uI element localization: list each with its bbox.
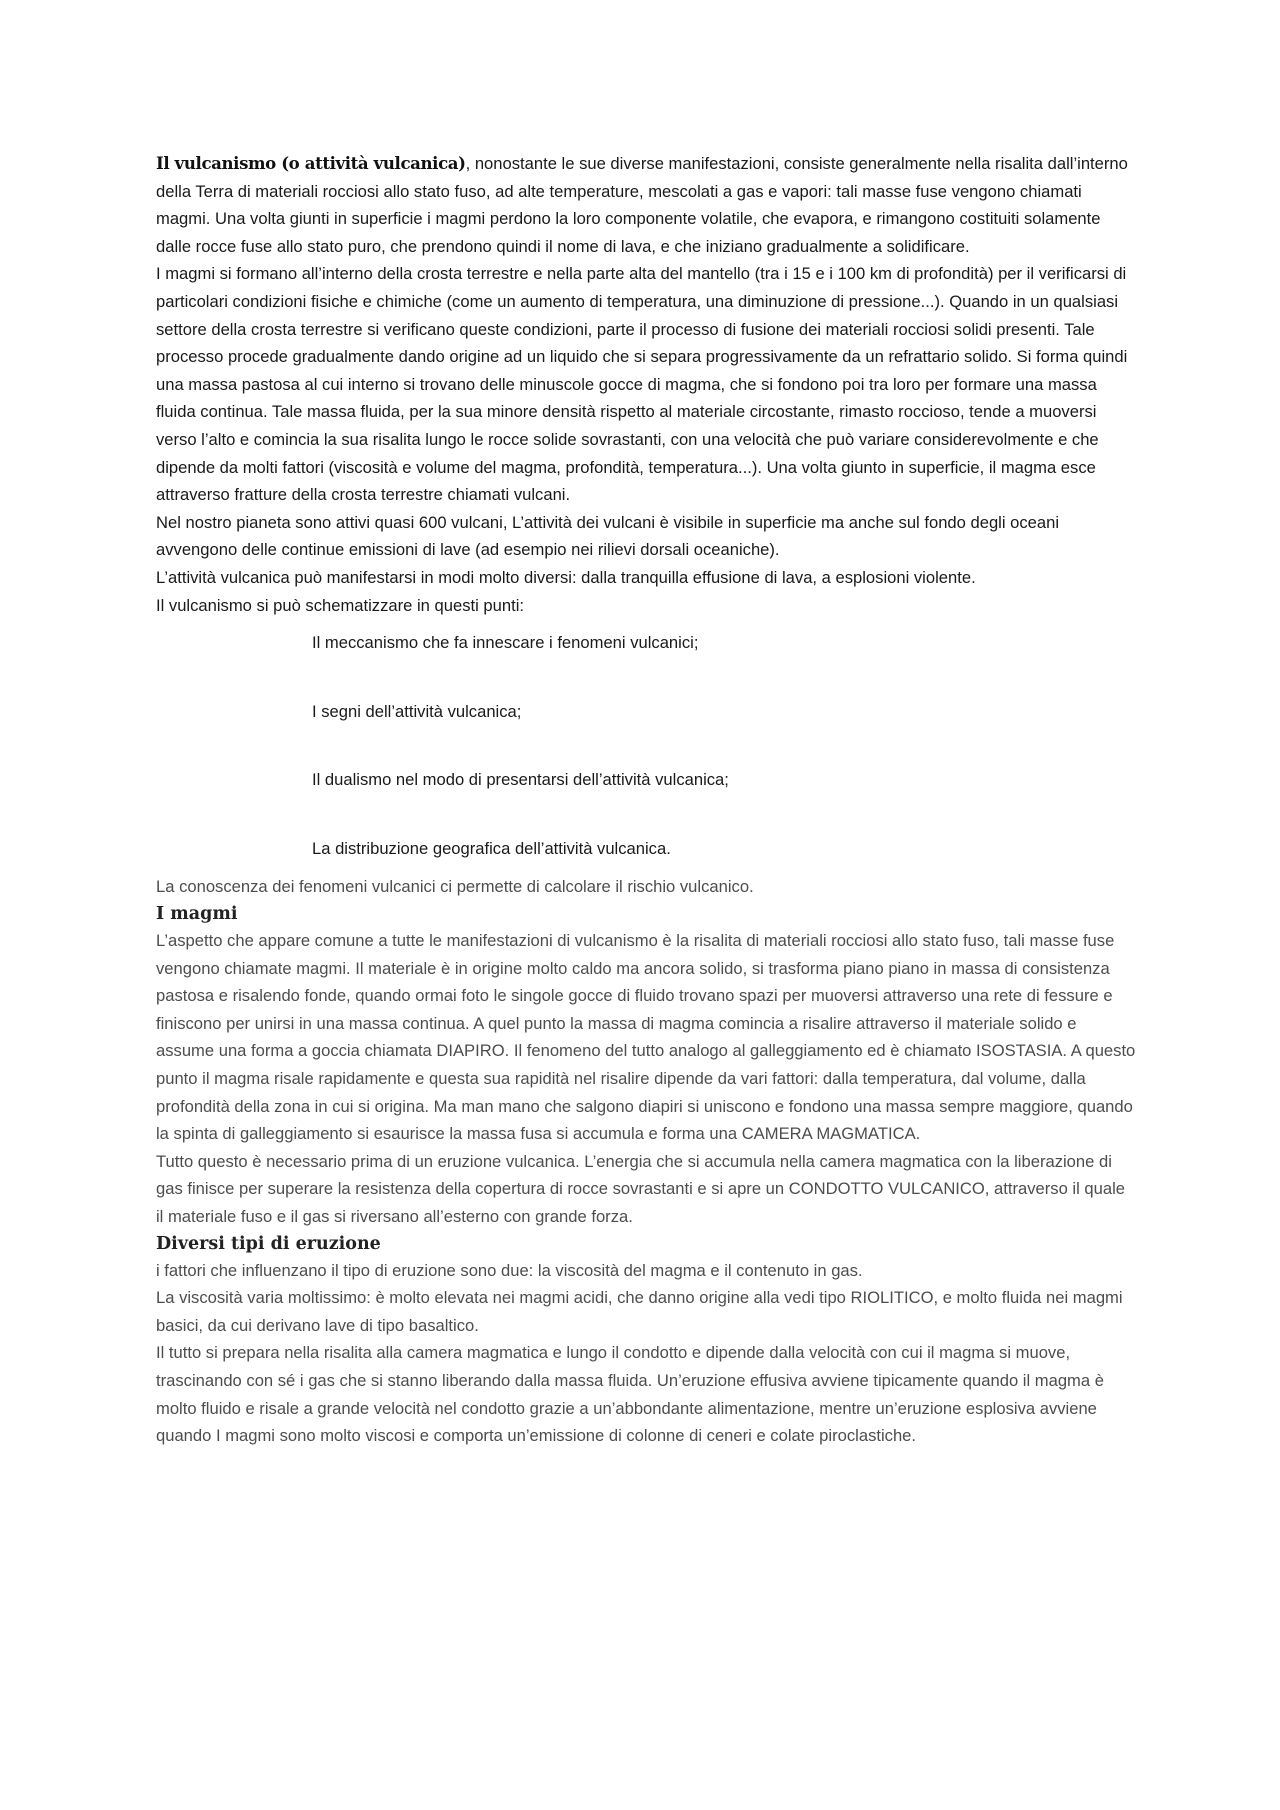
paragraph-points-intro: Il vulcanismo si può schematizzare in questi punti:: [156, 595, 525, 615]
heading-magmi: I magmi: [156, 904, 238, 925]
paragraph-eruzione-1: i fattori che influenzano il tipo di eruzione sono due: la viscosità del magma e il contenuto in gas.: [156, 1260, 863, 1280]
list-item: Il meccanismo che fa innescare i fenomeni vulcanici;: [312, 633, 699, 653]
paragraph-magmi-1: L’aspetto che appare comune a tutte le manifestazioni di vulcanismo è la risalita di materiali rocciosi allo stato fuso, tali masse fuse vengono chiamate magmi. Il materiale è in origine molto caldo ma ancora solido, si trasforma piano piano in massa di consistenza pastosa e risalendo fonde, quando ormai foto le singole gocce di fluido trovano spazi per muoversi attraverso una rete di fessure e finiscono per unirsi in una massa continua. A quel punto la massa di magma comincia a risalire attraverso il materiale solido e assume una forma a goccia chiamata DIAPIRO. Il fenomeno del tutto analogo al galleggiamento ed è chiamato ISOSTASIA. A questo punto il magma risale rapidamente e questa sua rapidità nel risalire dipende da vari fattori: dalla temperatura, dal volume, dalla profondità della zona in cui si origina. Ma man mano che salgono diapiri si uniscono e fondono una massa sempre maggiore, quando la spinta di galleggiamento si esaurisce la massa fusa si accumula e forma una CAMERA MAGMATICA.: [156, 931, 1136, 1144]
paragraph-eruzione-2: La viscosità varia moltissimo: è molto elevata nei magmi acidi, che danno origine alla vedi tipo RIOLITICO, e molto fluida nei magmi basici, da cui derivano lave di tipo basaltico.: [156, 1288, 1123, 1335]
intro-lead-term: Il vulcanismo (o attività vulcanica): [156, 153, 466, 173]
paragraph-magma-formation: I magmi si formano all’interno della crosta terrestre e nella parte alta del mantello (tra i 15 e i 100 km di profondità) per il verificarsi di particolari condizioni fisiche e chimiche (come un aumento di temperatura, una diminuzione di pressione...). Quando in un qualsiasi settore della crosta terrestre si verificano queste condizioni, parte il processo di fusione dei materiali rocciosi solidi presenti. Tale processo procede gradualmente dando origine ad un liquido che si separa progressivamente da un refrattario solido. Si forma quindi una massa pastosa al cui interno si trovano delle minuscole gocce di magma, che si fondono poi tra loro per formare una massa fluida continua. Tale massa fluida, per la sua minore densità rispetto al materiale circostante, rimasto roccioso, tende a muoversi verso l’alto e comincia la sua risalita lungo le rocce solide sovrastanti, con una velocità che può variare considerevolmente e che dipende da molti fattori (viscosità e volume del magma, profondità, temperatura...). Una volta giunto in superficie, il magma esce attraverso fratture della crosta terrestre chiamati vulcani.: [156, 264, 1128, 505]
paragraph-eruzione-3: Il tutto si prepara nella risalita alla camera magmatica e lungo il condotto e dipende dalla velocità con cui il magma si muove, trascinando con sé i gas che si stanno liberando dalla massa fluida. Un’eruzione effusiva avviene tipicamente quando il magma è molto fluido e risale a grande velocità nel condotto grazie a un’abbondante alimentazione, mentre un’eruzione esplosiva avviene quando I magmi sono molto viscosi e comporta un’emissione di colonne di ceneri e colate piroclastiche.: [156, 1343, 1104, 1446]
document-page: [156, 150, 1136, 1450]
list-item: I segni dell’attività vulcanica;: [312, 701, 522, 721]
heading-eruzione: Diversi tipi di eruzione: [156, 1233, 381, 1254]
list-item: Il dualismo nel modo di presentarsi dell’attività vulcanica;: [312, 770, 729, 790]
paragraph-magmi-2: Tutto questo è necessario prima di un eruzione vulcanica. L’energia che si accumula nella camera magmatica con la liberazione di gas finisce per superare la resistenza della copertura di rocce sovrastanti e si apre un CONDOTTO VULCANICO, attraverso il quale il materiale fuso e il gas si riversano all’esterno con grande forza.: [156, 1151, 1126, 1226]
intro-paragraph: [156, 150, 1136, 260]
list-item: La distribuzione geografica dell’attività vulcanica.: [312, 838, 671, 858]
points-list: [156, 629, 1136, 862]
paragraph-active-volcanoes: Nel nostro pianeta sono attivi quasi 600 vulcani, L’attività dei vulcani è visibile in superficie ma anche sul fondo degli oceani avvengono delle continue emissioni di lave (ad esempio nei rilievi dorsali oceaniche).: [156, 512, 1060, 560]
intro-text: , nonostante le sue diverse manifestazioni, consiste generalmente nella risalita dall’interno della Terra di materiali rocciosi allo stato fuso, ad alte temperature, mescolati a gas e vapori: tali masse fuse vengono chiamati magmi. Una volta giunti in superficie i magmi perdono la loro componente volatile, che evapora, e rimangono costituiti solamente dalle rocce fuse allo stato puro, che prendono quindi il nome di lava, e che iniziano gradualmente a solidificare.: [156, 154, 1128, 256]
paragraph-risk: La conoscenza dei fenomeni vulcanici ci permette di calcolare il rischio vulcanico.: [156, 877, 754, 897]
paragraph-activity-modes: L’attività vulcanica può manifestarsi in modi molto diversi: dalla tranquilla effusione di lava, a esplosioni violente.: [156, 567, 976, 587]
